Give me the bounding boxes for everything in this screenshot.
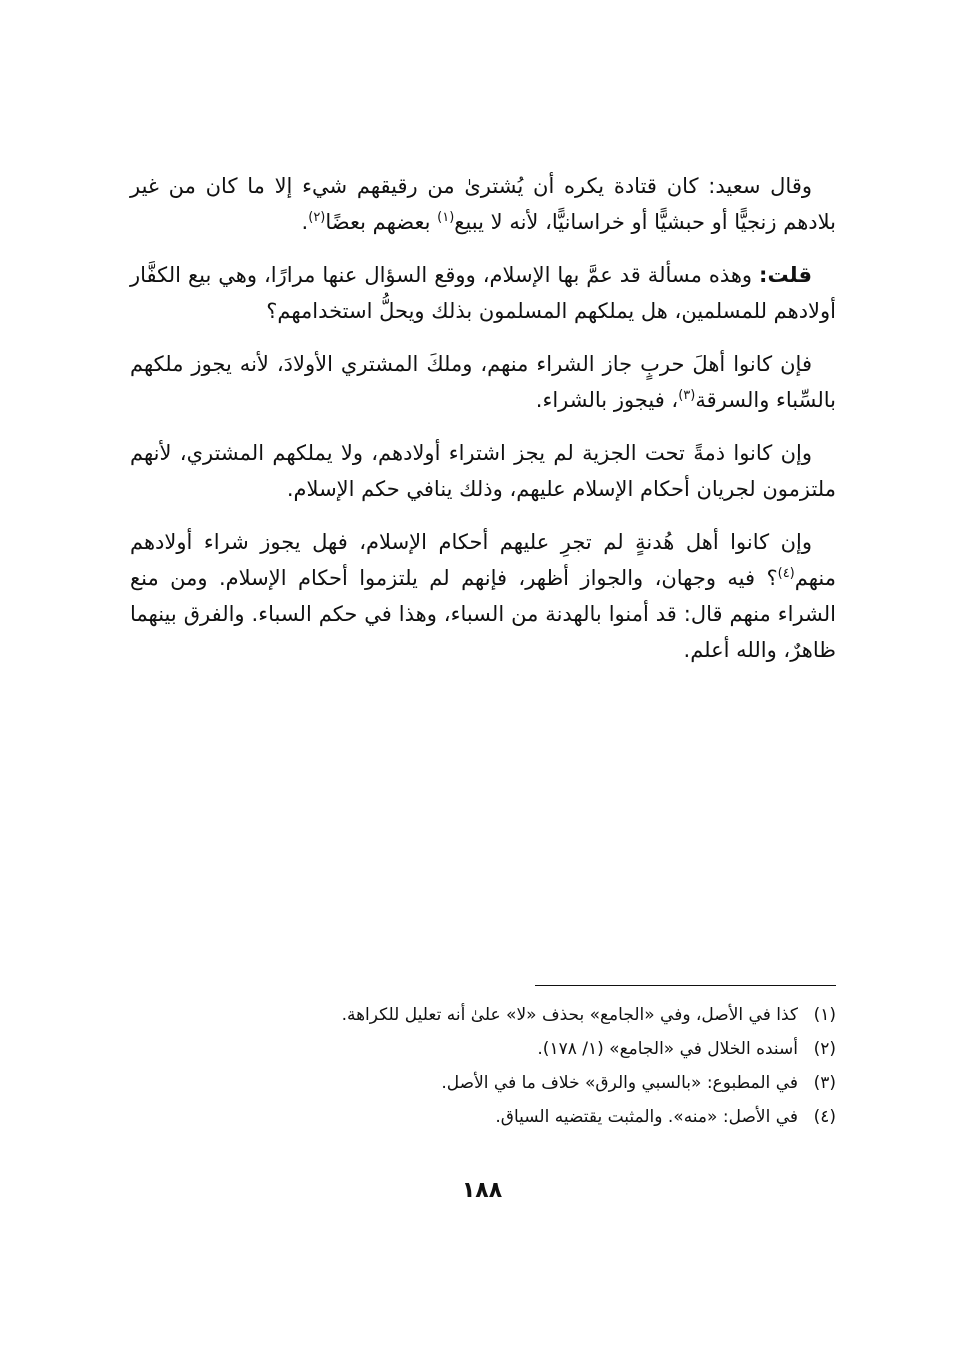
footnote-3: [130, 1066, 836, 1100]
page-number: ١٨٨: [461, 1178, 503, 1203]
paragraph-lead: قلت:: [759, 263, 812, 287]
footnote-1: [130, 998, 836, 1032]
footnote-4: [130, 1100, 836, 1134]
footnote-number: (٤): [813, 1107, 836, 1127]
paragraph-1: [130, 168, 836, 240]
footnote-number: (٣): [813, 1073, 836, 1093]
footnote-number: (٢): [813, 1039, 836, 1059]
paragraph-text: .: [301, 210, 309, 234]
paragraph-text: وقال سعيد: كان قتادة يكره أن يُشترىٰ من رقيقهم شيء إلا ما كان من غير بلادهم زنجيًّا أو حبشيًّا أو خراسانيًّا، لأنه لا يبيع: [130, 174, 836, 234]
footnote-number: (١): [813, 1005, 836, 1025]
main-text: [130, 168, 836, 685]
paragraph-text: فإن كانوا أهلَ حربٍ جاز الشراء منهم، وملكَ المشتري الأولادَ، لأنه يجوز ملكهم بالسِّباء والسرقة: [130, 352, 836, 412]
footnotes: [130, 998, 836, 1134]
footnote-ref-2[interactable]: (٢): [308, 210, 326, 225]
footnote-ref-1[interactable]: (١): [437, 210, 455, 225]
footnote-text: أسنده الخلال في «الجامع» (١/ ١٧٨).: [537, 1039, 798, 1059]
paragraph-text: بعضهم بعضًا: [325, 210, 438, 234]
paragraph-5: [130, 524, 836, 668]
paragraph-text: وإن كانوا ذمةً تحت الجزية لم يجز اشتراء أولادهم، ولا يملكهم المشتري، لأنهم ملتزمون لجريان أحكام الإسلام عليهم، وذلك ينافي حكم الإسلام.: [130, 441, 836, 501]
paragraph-text: ، فيجوز بالشراء.: [535, 388, 679, 412]
footnote-divider: [535, 985, 836, 986]
paragraph-text: وإن كانوا أهل هُدنةٍ لم تجرِ عليهم أحكام الإسلام، فهل يجوز شراء أولادهم منهم: [130, 530, 836, 590]
paragraph-text: ؟ فيه وجهان، والجواز أظهر، فإنهم لم يلتزموا أحكام الإسلام. ومن منع الشراء منهم قال: قد أمنوا بالهدنة من السباء، وهذا في حكم السباء. والفرق بينهما ظاهرٌ، والله أعلم.: [130, 566, 836, 662]
footnote-2: [130, 1032, 836, 1066]
paragraph-2: [130, 257, 836, 329]
paragraph-3: [130, 346, 836, 418]
footnote-text: كذا في الأصل، وفي «الجامع» بحذف «لا» علىٰ أنه تعليل للكراهة.: [341, 1005, 798, 1025]
footnote-ref-3[interactable]: (٣): [678, 388, 696, 403]
paragraph-text: وهذه مسألة قد عمَّ بها الإسلام، ووقع السؤال عنها مرارًا، وهي بيع الكفَّار أولادهم للمسلمين، هل يملكهم المسلمون بذلك ويحلُّ استخدامهم؟: [130, 263, 836, 323]
footnote-text: في الأصل: «منه». والمثبت يقتضيه السياق.: [495, 1107, 798, 1127]
paragraph-4: [130, 435, 836, 507]
footnote-ref-4[interactable]: (٤): [777, 566, 795, 581]
footnote-text: في المطبوع: «بالسبي والرق» خلاف ما في الأصل.: [441, 1073, 798, 1093]
